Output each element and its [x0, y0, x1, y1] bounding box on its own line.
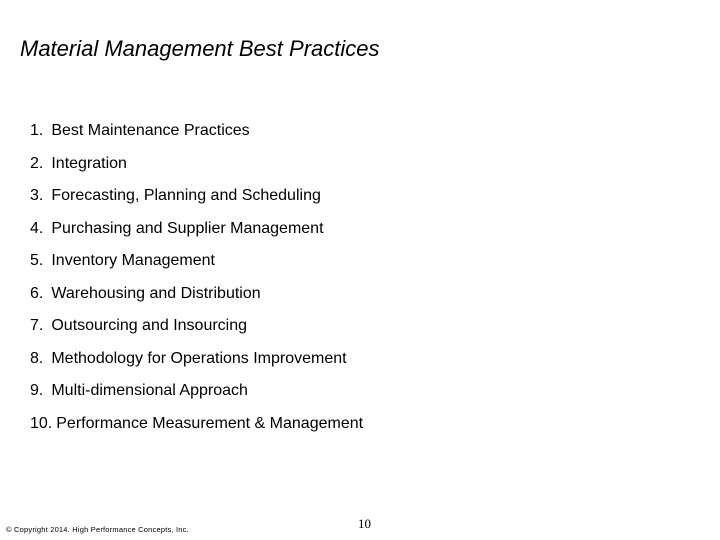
- item-number: 5.: [30, 252, 44, 269]
- item-number: 2.: [30, 154, 44, 172]
- item-number: 6.: [30, 284, 44, 302]
- item-label: Integration: [51, 154, 127, 172]
- item-number: 1.: [30, 122, 44, 139]
- item-number: 4.: [30, 219, 44, 237]
- item-label: Purchasing and Supplier Management: [51, 219, 324, 237]
- item-label: Outsourcing and Insourcing: [51, 317, 248, 334]
- list-item: [30, 283, 363, 316]
- list-item: [30, 250, 363, 283]
- item-number: 7.: [30, 317, 44, 334]
- list-item: [30, 315, 363, 348]
- list-item: [30, 413, 363, 446]
- item-label: Methodology for Operations Improvement: [51, 349, 347, 367]
- list-item: [30, 380, 363, 413]
- item-label: Multi-dimensional Approach: [51, 382, 248, 399]
- item-number: 8.: [30, 349, 44, 367]
- list-item: [30, 348, 363, 381]
- footer-copyright: © Copyright 2014. High Performance Concepts, Inc.: [6, 525, 189, 534]
- item-number: 3.: [30, 187, 44, 204]
- slide-title: Material Management Best Practices: [20, 36, 380, 61]
- list-item: [30, 218, 363, 251]
- agenda-list: [30, 120, 363, 445]
- item-label: Performance Measurement & Management: [56, 414, 364, 432]
- item-label: Inventory Management: [51, 252, 215, 269]
- item-number: 10.: [30, 414, 53, 432]
- item-number: 9.: [30, 382, 44, 399]
- item-label: Best Maintenance Practices: [51, 122, 250, 139]
- item-label: Warehousing and Distribution: [51, 284, 261, 302]
- list-item: [30, 120, 363, 153]
- list-item: [30, 185, 363, 218]
- list-item: [30, 153, 363, 186]
- page-number: 10: [358, 516, 371, 531]
- item-label: Forecasting, Planning and Scheduling: [51, 187, 321, 204]
